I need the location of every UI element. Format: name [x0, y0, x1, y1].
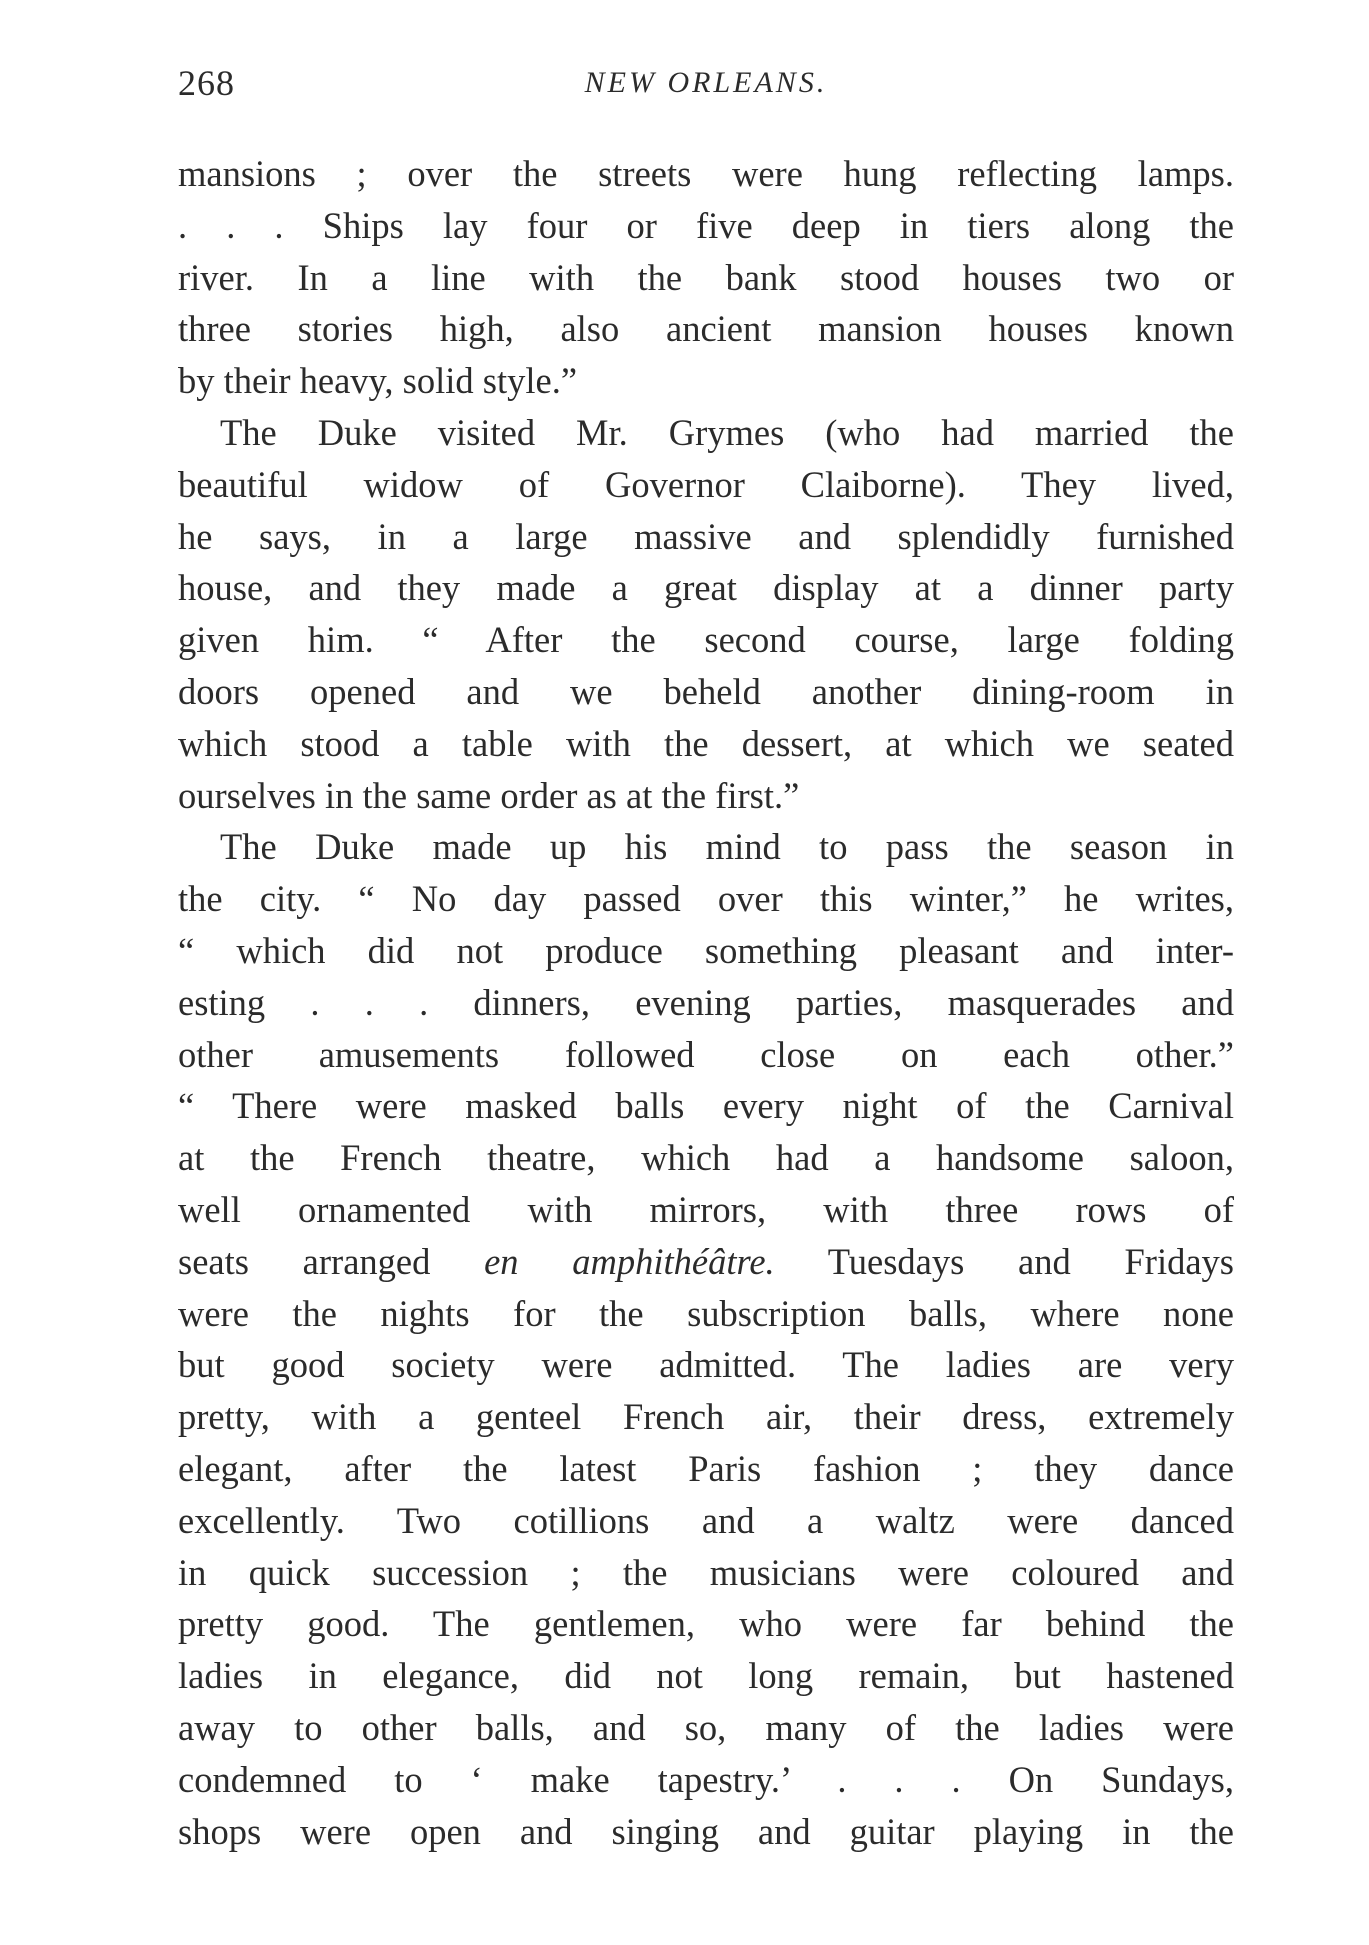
text-line: were the nights for the subscription balls, where none — [178, 1292, 1234, 1334]
text-line: which stood a table with the dessert, at which we seated — [178, 722, 1234, 764]
italic-phrase: en amphithéâtre. — [484, 1240, 775, 1282]
text-line: given him. “ After the second course, large folding — [178, 619, 1234, 661]
text-line: shops were open and singing and guitar playing in the — [178, 1810, 1234, 1852]
text-line: well ornamented with mirrors, with three rows of — [178, 1188, 1234, 1230]
text-line: but good society were admitted. The ladies are very — [178, 1344, 1234, 1386]
text-line: at the French theatre, which had a handsome saloon, — [178, 1137, 1234, 1179]
text-line: esting . . . dinners, evening parties, masquerades and — [178, 981, 1234, 1023]
paragraph-first-line: The Duke visited Mr. Grymes (who had married the — [220, 411, 1234, 453]
text-line: pretty good. The gentlemen, who were far behind the — [178, 1603, 1234, 1645]
text-line: pretty, with a genteel French air, their dress, extremely — [178, 1396, 1234, 1438]
text-line: three stories high, also ancient mansion houses known — [178, 308, 1234, 350]
text-line: doors opened and we beheld another dining-room in — [178, 670, 1234, 712]
page-header — [178, 62, 1234, 114]
text-line: he says, in a large massive and splendidly furnished — [178, 515, 1234, 557]
text-line: beautiful widow of Governor Claiborne). They lived, — [178, 463, 1234, 505]
text-line: ladies in elegance, did not long remain, but hastened — [178, 1655, 1234, 1697]
text-line: in quick succession ; the musicians were coloured and — [178, 1551, 1234, 1593]
text-line-mixed — [178, 1236, 1234, 1288]
text-line: river. In a line with the bank stood houses two or — [178, 256, 1234, 298]
text-line: mansions ; over the streets were hung reflecting lamps. — [178, 153, 1234, 194]
text-line: “ which did not produce something pleasant and inter- — [178, 929, 1234, 971]
paragraph-first-line: The Duke made up his mind to pass the season in — [220, 826, 1234, 868]
text-line: by their heavy, solid style.” — [178, 360, 578, 402]
text-line: other amusements followed close on each other.” — [178, 1033, 1234, 1075]
text-line: house, and they made a great display at a dinner party — [178, 567, 1234, 609]
text-line: condemned to ‘ make tapestry.’ . . . On Sundays, — [178, 1758, 1234, 1800]
running-title: NEW ORLEANS. — [584, 66, 828, 99]
text-segment: seats arranged — [178, 1240, 431, 1282]
text-line: excellently. Two cotillions and a waltz were danced — [178, 1499, 1234, 1541]
text-line: “ There were masked balls every night of the Carnival — [178, 1085, 1234, 1127]
text-line: away to other balls, and so, many of the ladies were — [178, 1706, 1234, 1748]
page-number: 268 — [178, 63, 235, 103]
body-text — [178, 148, 1234, 1857]
text-line: the city. “ No day passed over this winter,” he writes, — [178, 878, 1234, 920]
text-line: . . . Ships lay four or five deep in tiers along the — [178, 204, 1234, 246]
text-line: elegant, after the latest Paris fashion ; they dance — [178, 1447, 1234, 1489]
text-segment: Tuesdays and Fridays — [827, 1240, 1234, 1282]
text-line: ourselves in the same order as at the first.” — [178, 774, 800, 816]
